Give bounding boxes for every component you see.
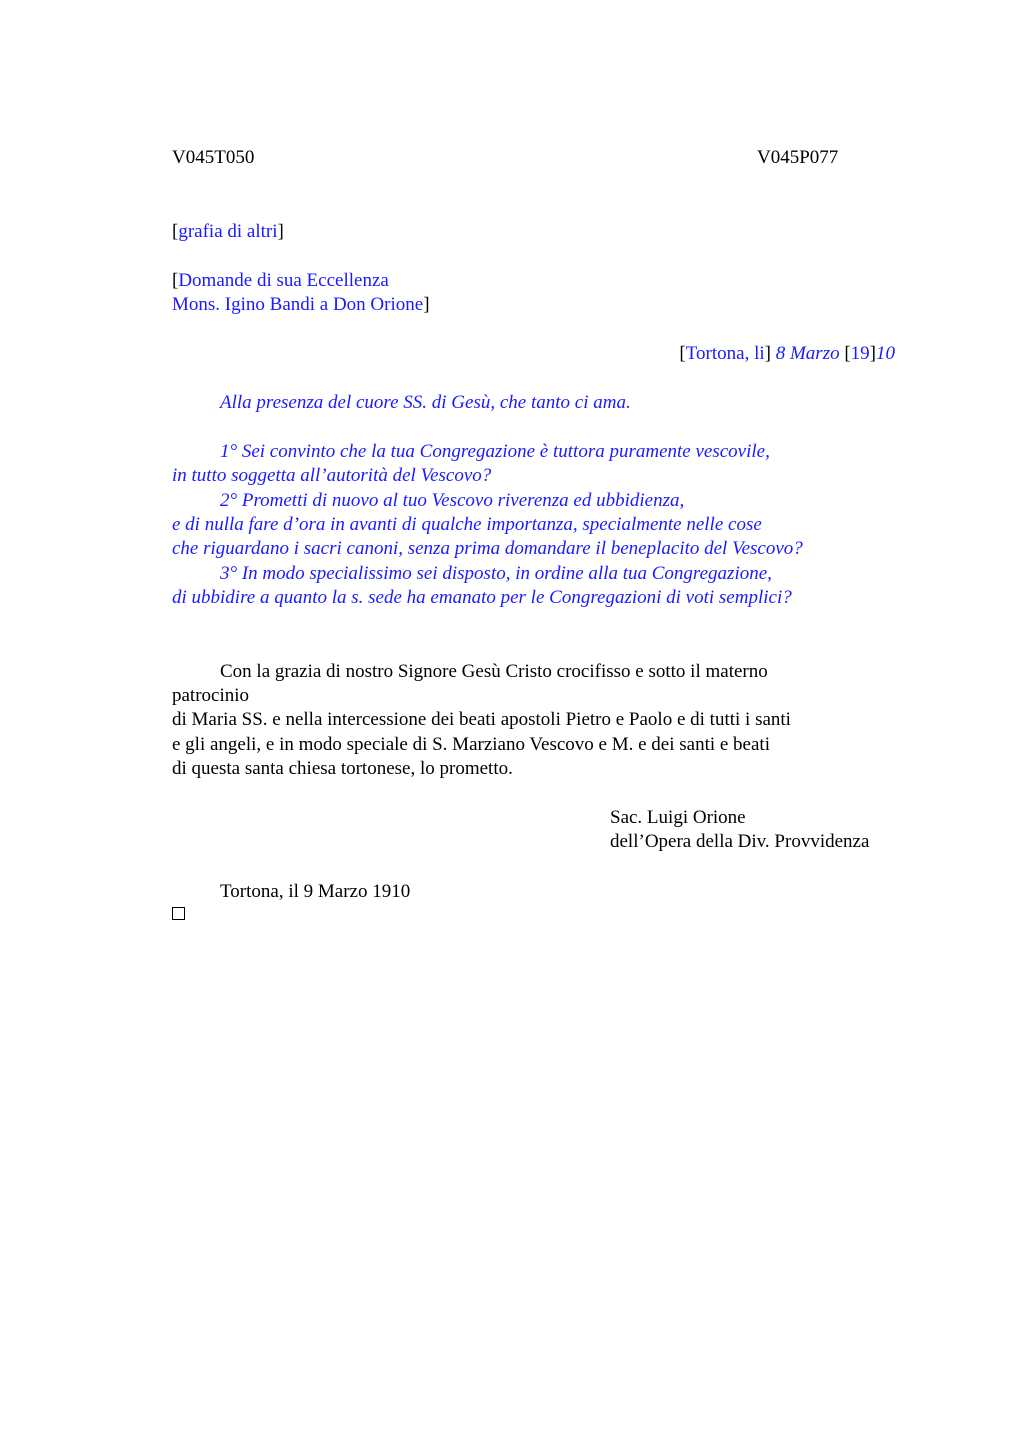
hand-note: [172, 220, 284, 244]
question-line: e di nulla fare d’ora in avanti di qualche importanza, specialmente nelle cose: [172, 514, 762, 535]
dateline-year-end: 10: [876, 343, 895, 364]
dateline-day-month: 8 Marzo: [775, 343, 840, 364]
question-line: 3° In modo specialissimo sei disposto, in ordine alla tua Congregazione,: [220, 563, 772, 584]
hand-note-text: grafia di altri: [178, 221, 278, 242]
answer-line: Con la grazia di nostro Signore Gesù Cristo crocifisso e sotto il materno: [220, 661, 768, 682]
dateline-place: Tortona, li: [685, 343, 765, 364]
document-code-right: V045P077: [757, 147, 839, 168]
bracket-close: ]: [764, 343, 771, 364]
title-text-1: Domande di sua Eccellenza: [178, 270, 389, 291]
question-line: di ubbidire a quanto la s. sede ha emanato per le Congregazioni di voti semplici?: [172, 587, 792, 608]
question-line: che riguardano i sacri canoni, senza prima domandare il beneplacito del Vescovo?: [172, 538, 803, 559]
signature-name: Sac. Luigi Orione: [610, 807, 746, 828]
closing-date: Tortona, il 9 Marzo 1910: [220, 881, 411, 902]
checkbox-icon: [172, 907, 185, 920]
bracket-open: [: [172, 221, 179, 242]
question-line: 2° Prometti di nuovo al tuo Vescovo riverenza ed ubbidienza,: [220, 490, 685, 511]
bracket-close: ]: [869, 343, 876, 364]
dateline: [679, 342, 895, 366]
question-line: in tutto soggetta all’autorità del Vescovo?: [172, 465, 492, 486]
bracket-open: [: [679, 343, 686, 364]
title-line-2: [172, 293, 430, 317]
questions-intro: Alla presenza del cuore SS. di Gesù, che tanto ci ama.: [220, 392, 631, 413]
title-text-2: Mons. Igino Bandi a Don Orione: [172, 294, 424, 315]
bracket-open: [: [844, 343, 851, 364]
answer-line: di Maria SS. e nella intercessione dei beati apostoli Pietro e Paolo e di tutti i santi: [172, 709, 791, 730]
answer-line: e gli angeli, e in modo speciale di S. Marziano Vescovo e M. e dei santi e beati: [172, 734, 770, 755]
question-line: 1° Sei convinto che la tua Congregazione è tuttora puramente vescovile,: [220, 441, 770, 462]
bracket-close: ]: [277, 221, 284, 242]
bracket-close: ]: [423, 294, 430, 315]
signature-affiliation: dell’Opera della Div. Provvidenza: [610, 831, 870, 852]
title-line-1: [172, 269, 389, 293]
document-code-left: V045T050: [172, 147, 255, 168]
answer-line: patrocinio: [172, 685, 250, 706]
bracket-open: [: [172, 270, 179, 291]
dateline-century: 19: [850, 343, 870, 364]
answer-line: di questa santa chiesa tortonese, lo prometto.: [172, 758, 513, 779]
